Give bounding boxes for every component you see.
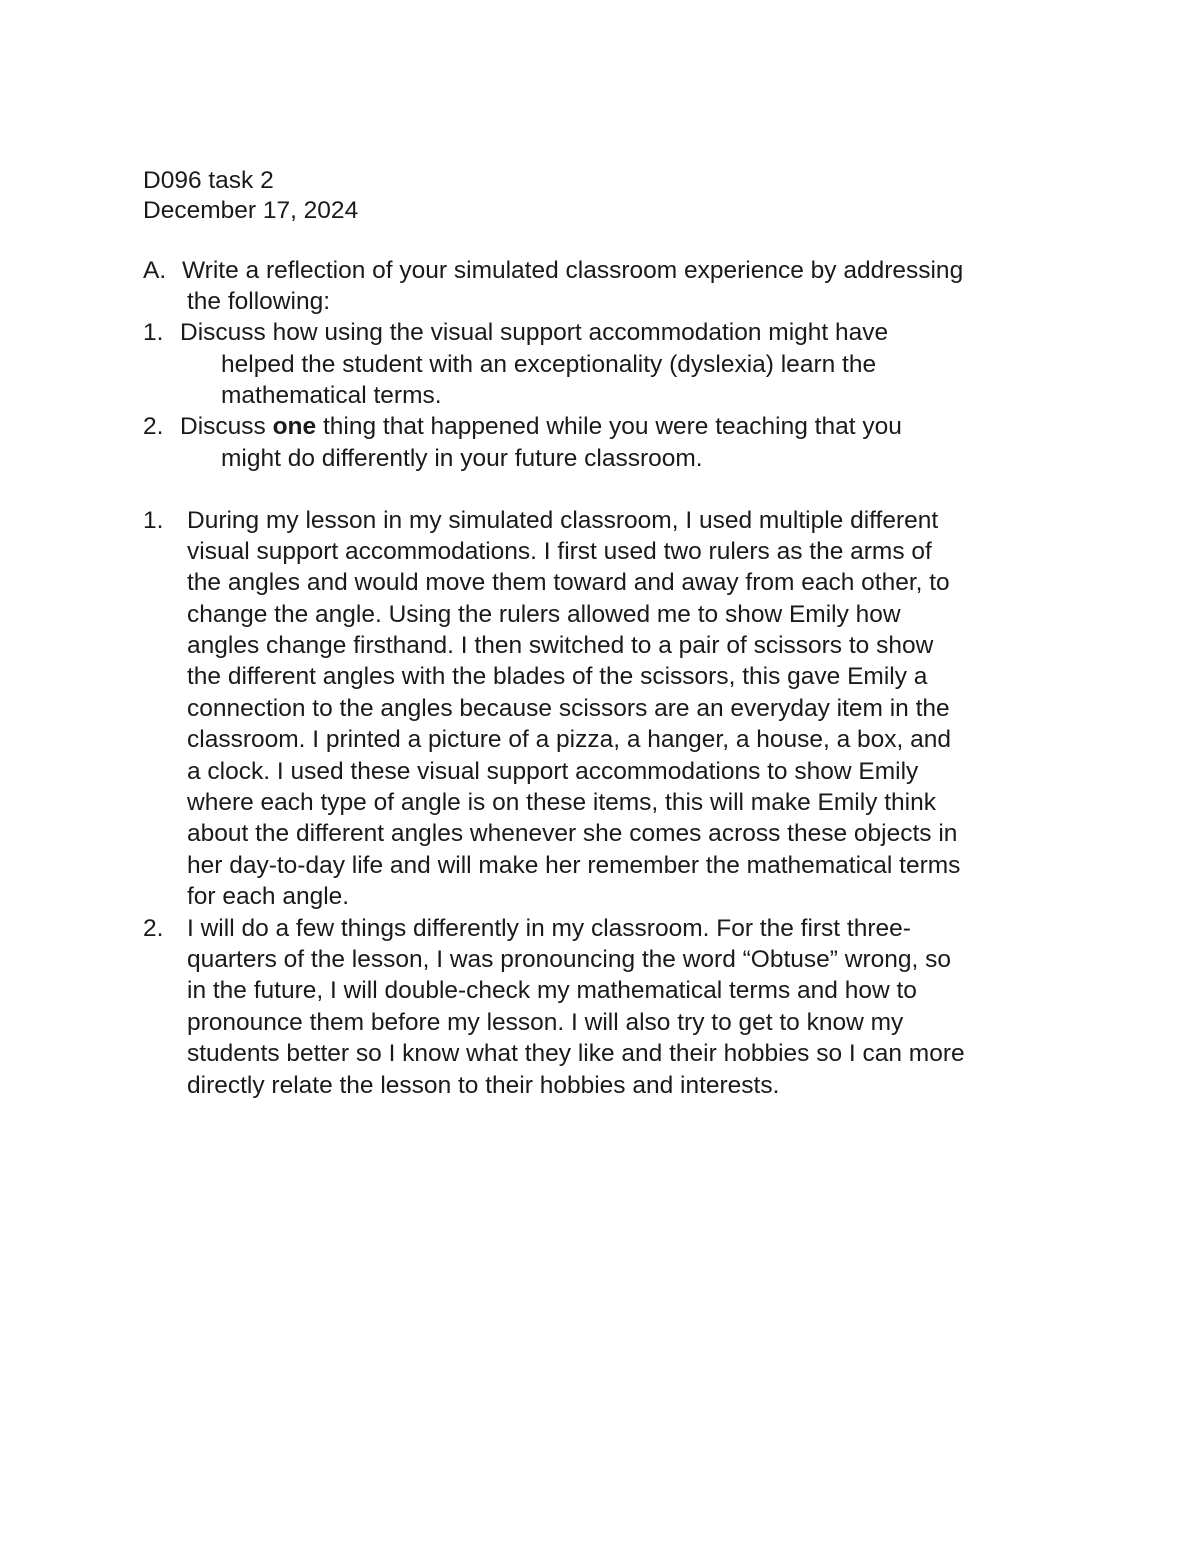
answer-line: in the future, I will double-check my mathematical terms and how to (187, 977, 917, 1004)
answer-line: directly relate the lesson to their hobbies and interests. (187, 1072, 780, 1099)
prompt-item-marker: 2. (143, 413, 164, 440)
prompt-item-line: Discuss how using the visual support accommodation might have (180, 319, 889, 346)
answer-line: her day-to-day life and will make her remember the mathematical terms (187, 852, 961, 879)
answer-line: connection to the angles because scissors are an everyday item in the (187, 695, 950, 722)
answer-line: I will do a few things differently in my classroom. For the first three- (187, 915, 911, 942)
document-date: December 17, 2024 (143, 197, 359, 224)
answer-line: change the angle. Using the rulers allowed me to show Emily how (187, 601, 901, 628)
answer-line: the angles and would move them toward and away from each other, to (187, 569, 950, 596)
prompt-text: thing that happened while you were teaching that you (316, 413, 902, 440)
prompt-marker: A. (143, 257, 167, 284)
emphasized-word: one (272, 413, 317, 440)
answer-line: about the different angles whenever she comes across these objects in (187, 820, 958, 847)
prompt-text: Discuss (180, 413, 273, 440)
answer-line: students better so I know what they like and their hobbies so I can more (187, 1040, 965, 1067)
answer-line: the different angles with the blades of the scissors, this gave Emily a (187, 663, 928, 690)
prompt-line: the following: (187, 288, 331, 315)
answer-line: classroom. I printed a picture of a pizza, a hanger, a house, a box, and (187, 726, 952, 753)
prompt-line: Write a reflection of your simulated classroom experience by addressing (182, 257, 964, 284)
answer-line: quarters of the lesson, I was pronouncing the word “Obtuse” wrong, so (187, 946, 951, 973)
prompt-item-line (180, 412, 902, 442)
document-title: D096 task 2 (143, 167, 274, 194)
prompt-item-line: helped the student with an exceptionality (dyslexia) learn the (221, 351, 877, 378)
prompt-item-line: might do differently in your future classroom. (221, 445, 703, 472)
answer-line: angles change firsthand. I then switched to a pair of scissors to show (187, 632, 934, 659)
answer-line: a clock. I used these visual support accommodations to show Emily (187, 758, 919, 785)
answer-line: for each angle. (187, 883, 350, 910)
prompt-item-marker: 1. (143, 319, 164, 346)
answer-marker: 1. (143, 507, 164, 534)
answer-line: pronounce them before my lesson. I will also try to get to know my (187, 1009, 904, 1036)
answer-marker: 2. (143, 915, 164, 942)
answer-line: During my lesson in my simulated classroom, I used multiple different (187, 507, 939, 534)
prompt-item-line: mathematical terms. (221, 382, 442, 409)
answer-line: visual support accommodations. I first used two rulers as the arms of (187, 538, 932, 565)
answer-line: where each type of angle is on these items, this will make Emily think (187, 789, 936, 816)
